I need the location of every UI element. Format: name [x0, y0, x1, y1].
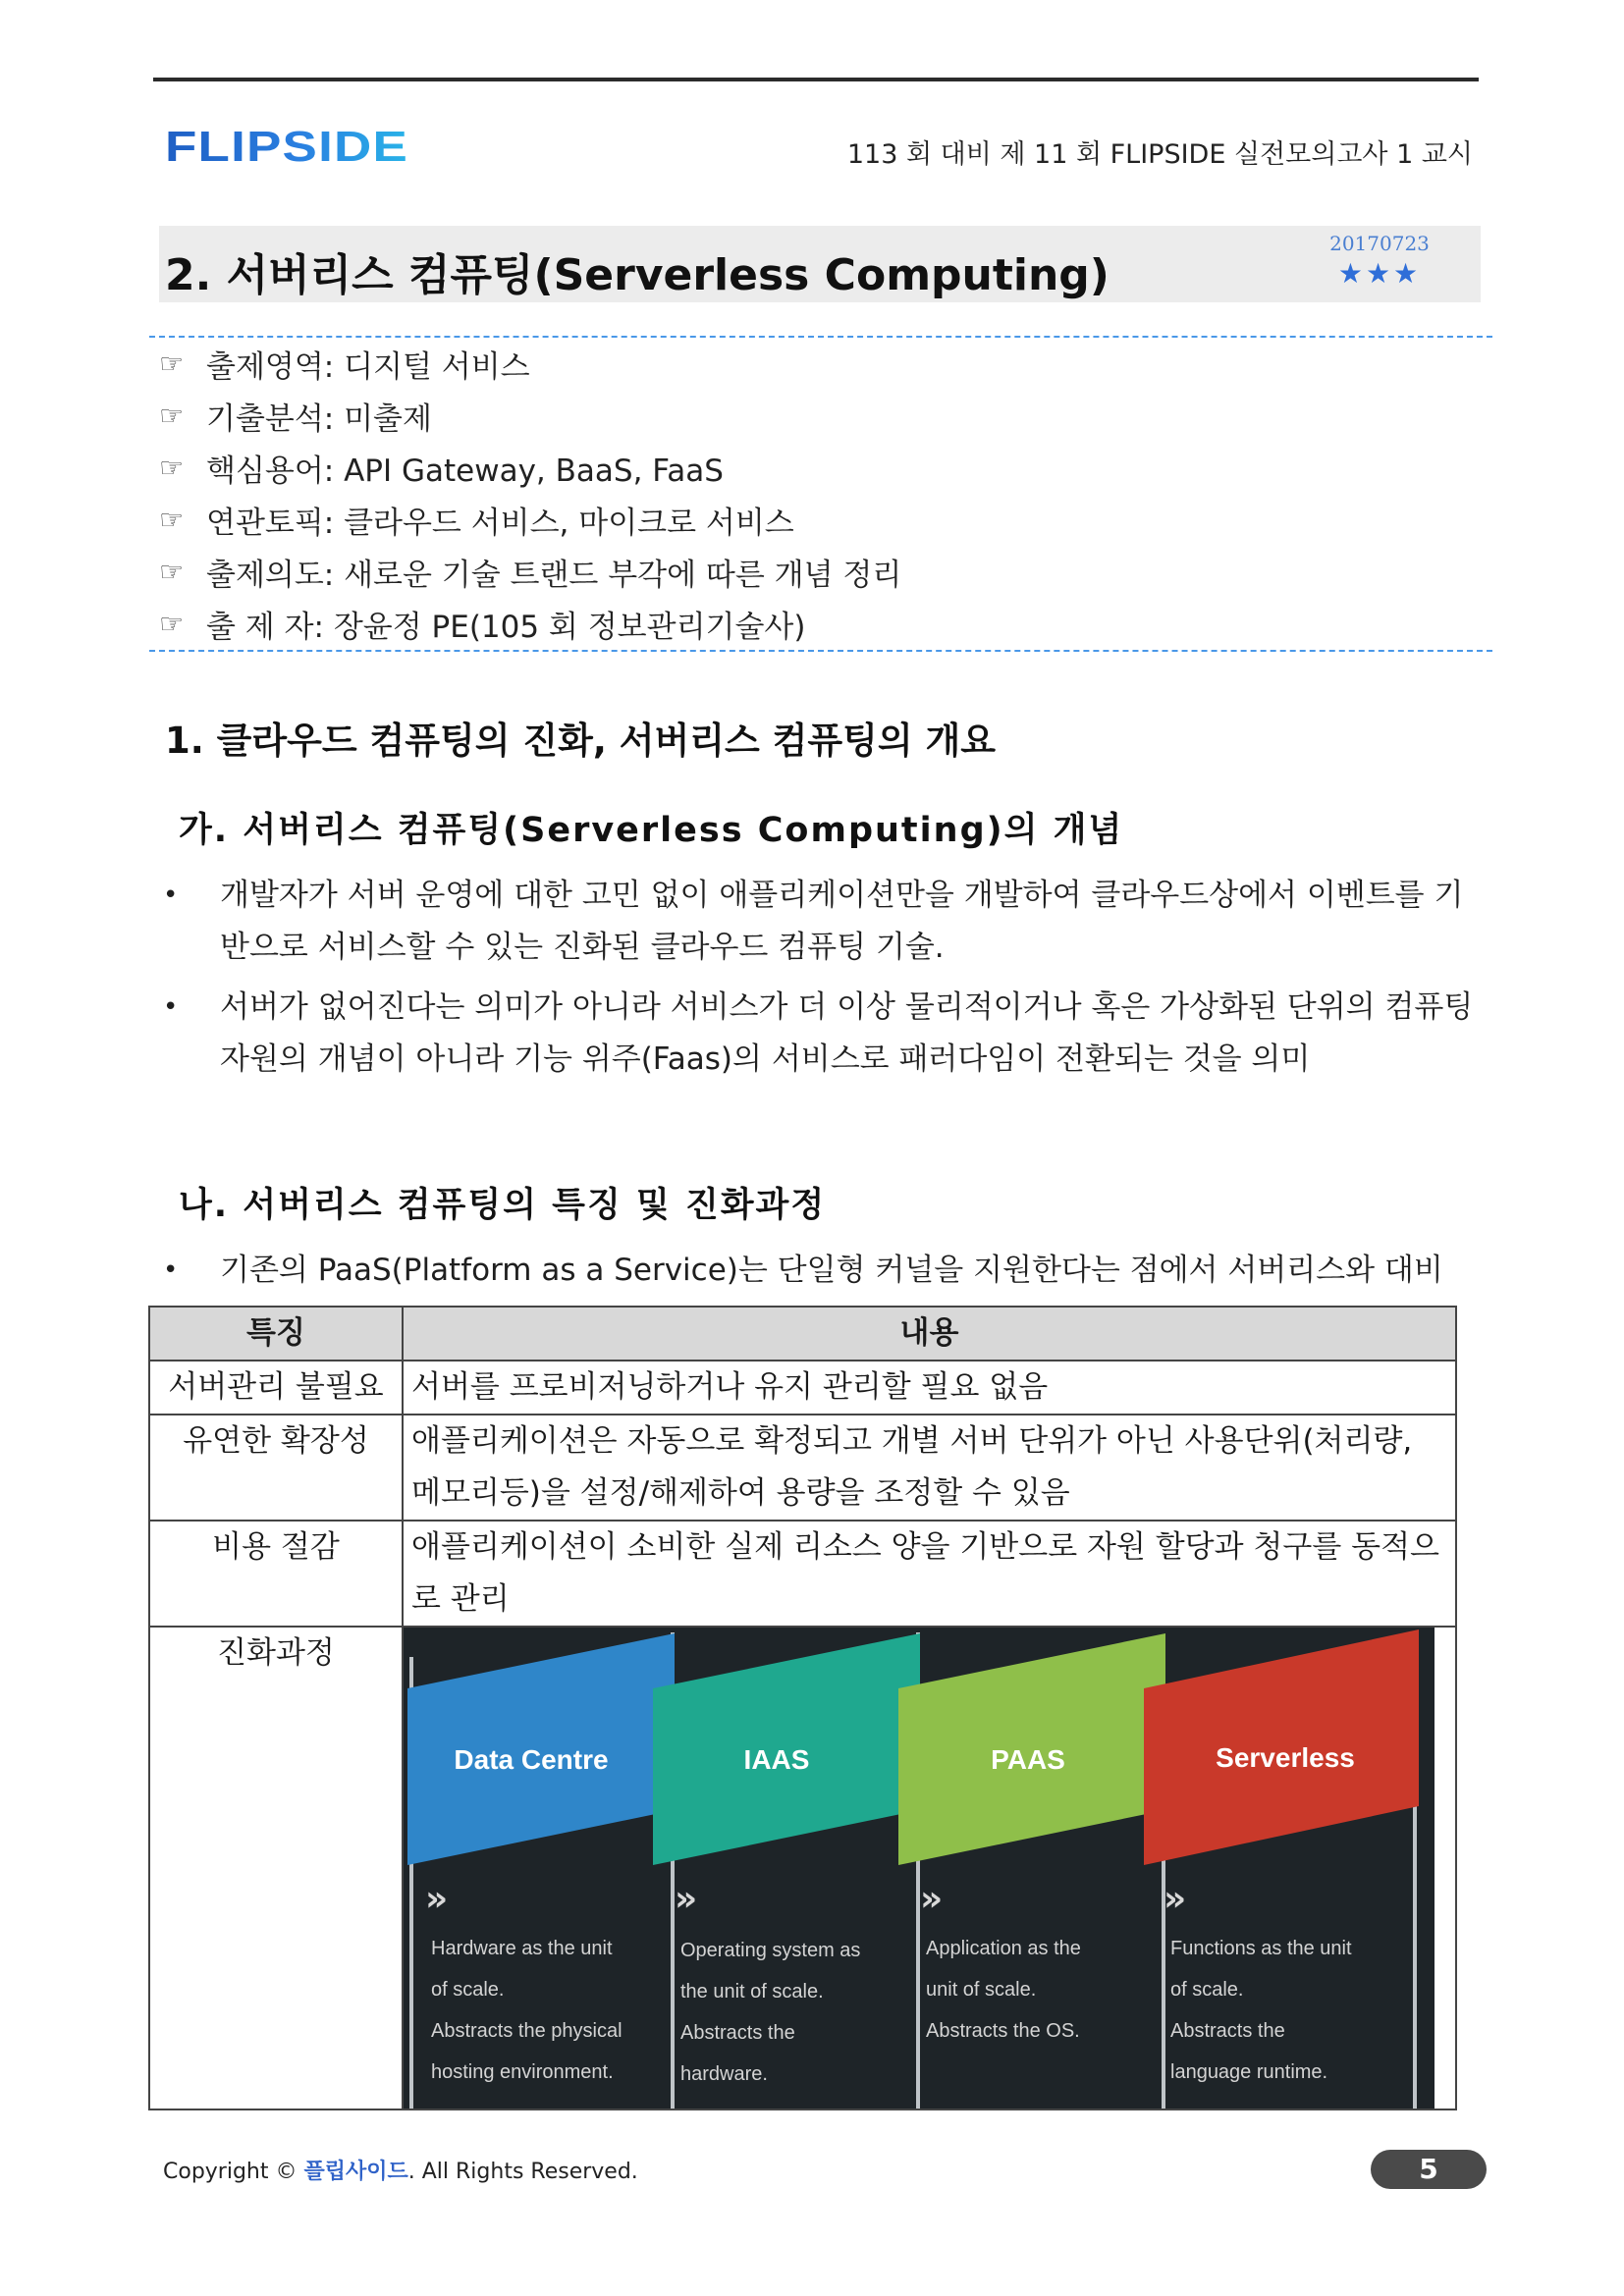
- info-item: [159, 598, 1435, 650]
- bullet-text: 개발자가 서버 운영에 대한 고민 없이 애플리케이션만을 개발하여 클라우드상에서 이벤트를 기반으로 서비스할 수 있는 진화된 클라우드 컴퓨팅 기술.: [220, 878, 1464, 965]
- table-row: [149, 1415, 1456, 1521]
- desc-line: Functions as the unit: [1170, 1938, 1352, 1959]
- bullet-text: 기존의 PaaS(Platform as a Service)는 단일형 커널을 지원한다는 점에서 서버리스와 대비: [220, 1253, 1443, 1288]
- info-bottom-divider: [149, 650, 1492, 652]
- feature-name-cell: 진화과정: [149, 1627, 403, 2109]
- subsection-heading-b: 나. 서버리스 컴퓨팅의 특징 및 진화과정: [179, 1186, 827, 1225]
- feature-content-cell: 애플리케이션은 자동으로 확정되고 개별 서버 단위가 아닌 사용단위(처리량, 메모리등)을 설정/해제하여 용량을 조정할 수 있음: [403, 1415, 1456, 1521]
- table-header-row: [149, 1307, 1456, 1361]
- table-row: [149, 1361, 1456, 1415]
- chevron-right-icon: »: [920, 1879, 934, 1919]
- info-text: 출제영역: 디지털 서비스: [206, 349, 530, 385]
- pointing-hand-icon: ☞: [159, 400, 185, 432]
- exam-title: 113 회 대비 제 11 회 FLIPSIDE 실전모의고사 1 교시: [846, 139, 1473, 170]
- evolution-diagram: [404, 1628, 1435, 2109]
- footer-brand: 플립사이드: [303, 2160, 408, 2184]
- desc-line: of scale.: [431, 1979, 505, 2001]
- desc-line: Hardware as the unit: [431, 1938, 613, 1959]
- section-heading: 1. 클라우드 컴퓨팅의 진화, 서버리스 컴퓨팅의 개요: [165, 720, 996, 762]
- info-text: 핵심용어: API Gateway, BaaS, FaaS: [206, 454, 724, 489]
- copyright-prefix: Copyright ©: [163, 2160, 298, 2184]
- bullet-item: [163, 870, 1479, 974]
- pointing-hand-icon: ☞: [159, 556, 185, 588]
- feature-content-cell: 애플리케이션이 소비한 실제 리소스 양을 기반으로 자원 할당과 청구를 동적으로 관리: [403, 1521, 1456, 1627]
- header-rule: [153, 78, 1479, 81]
- difficulty-stars: ★★★: [1337, 257, 1422, 290]
- question-info-list: [159, 338, 1435, 650]
- bullet-dot: •: [163, 881, 179, 910]
- desc-line: Operating system as: [680, 1940, 861, 1961]
- stage-label: IAAS: [743, 1744, 810, 1775]
- table-header-cell: 특징: [149, 1307, 403, 1361]
- copyright-suffix: . All Rights Reserved.: [407, 2160, 638, 2184]
- info-item: [159, 390, 1435, 442]
- info-text: 기출분석: 미출제: [206, 401, 432, 437]
- bullet-dot: •: [163, 992, 179, 1022]
- feature-name-cell: 비용 절감: [149, 1521, 403, 1627]
- feature-table: [148, 1306, 1457, 2110]
- bullet-item: [163, 982, 1479, 1086]
- evolution-image-cell: [403, 1627, 1456, 2109]
- info-text: 출제의도: 새로운 기술 트랜드 부각에 따른 개념 정리: [206, 558, 902, 593]
- info-item: [159, 442, 1435, 494]
- info-text: 연관토픽: 클라우드 서비스, 마이크로 서비스: [206, 506, 794, 541]
- chevron-right-icon: »: [1164, 1879, 1177, 1919]
- stage-description: [431, 1928, 657, 2093]
- pointing-hand-icon: ☞: [159, 608, 185, 640]
- stage-label: PAAS: [991, 1744, 1065, 1775]
- desc-line: hardware.: [680, 2063, 768, 2085]
- subsection-heading-a: 가. 서버리스 컴퓨팅(Serverless Computing)의 개념: [179, 811, 1124, 850]
- desc-line: Abstracts the: [680, 2022, 795, 2044]
- bullet-item: [163, 1245, 1479, 1297]
- desc-line: Abstracts the physical: [431, 2020, 623, 2042]
- desc-line: Application as the: [926, 1938, 1081, 1959]
- info-text: 출 제 자: 장윤정 PE(105 회 정보관리기술사): [206, 610, 806, 645]
- pointing-hand-icon: ☞: [159, 504, 185, 536]
- stage-description: [680, 1930, 906, 2095]
- desc-line: of scale.: [1170, 1979, 1244, 2001]
- feature-name-cell: 서버관리 불필요: [149, 1361, 403, 1415]
- stage-label: Serverless: [1216, 1742, 1355, 1773]
- question-date: 20170723: [1329, 232, 1430, 255]
- chevron-right-icon: »: [425, 1879, 439, 1919]
- feature-name-cell: 유연한 확장성: [149, 1415, 403, 1521]
- stage-label: Data Centre: [454, 1744, 609, 1775]
- desc-line: hosting environment.: [431, 2061, 614, 2083]
- desc-line: Abstracts the OS.: [926, 2020, 1080, 2042]
- stage-description: [1170, 1928, 1396, 2093]
- desc-line: Abstracts the: [1170, 2020, 1285, 2042]
- pointing-hand-icon: ☞: [159, 452, 185, 484]
- info-item: [159, 546, 1435, 598]
- question-title: 2. 서버리스 컴퓨팅(Serverless Computing): [165, 250, 1110, 300]
- pointing-hand-icon: ☞: [159, 347, 185, 380]
- feature-content-cell: 서버를 프로비저닝하거나 유지 관리할 필요 없음: [403, 1361, 1456, 1415]
- svg-text:FLIPSIDE: FLIPSIDE: [165, 124, 408, 167]
- page-number: 5: [1371, 2150, 1487, 2189]
- footer-copyright: [163, 2155, 638, 2185]
- table-header-cell: 내용: [403, 1307, 1456, 1361]
- table-row: [149, 1627, 1456, 2109]
- table-row: [149, 1521, 1456, 1627]
- stage-description: [926, 1928, 1152, 2052]
- flipside-logo: [165, 124, 410, 167]
- info-item: [159, 338, 1435, 390]
- bullet-text: 서버가 없어진다는 의미가 아니라 서비스가 더 이상 물리적이거나 혹은 가상화된 단위의 컴퓨팅 자원의 개념이 아니라 기능 위주(Faas)의 서비스로 패러다임이 전환되는 것을 의미: [220, 989, 1474, 1077]
- desc-line: language runtime.: [1170, 2061, 1328, 2083]
- desc-line: the unit of scale.: [680, 1981, 824, 2002]
- desc-line: unit of scale.: [926, 1979, 1037, 2001]
- chevron-right-icon: »: [675, 1879, 688, 1919]
- info-item: [159, 494, 1435, 546]
- bullet-dot: •: [163, 1255, 179, 1285]
